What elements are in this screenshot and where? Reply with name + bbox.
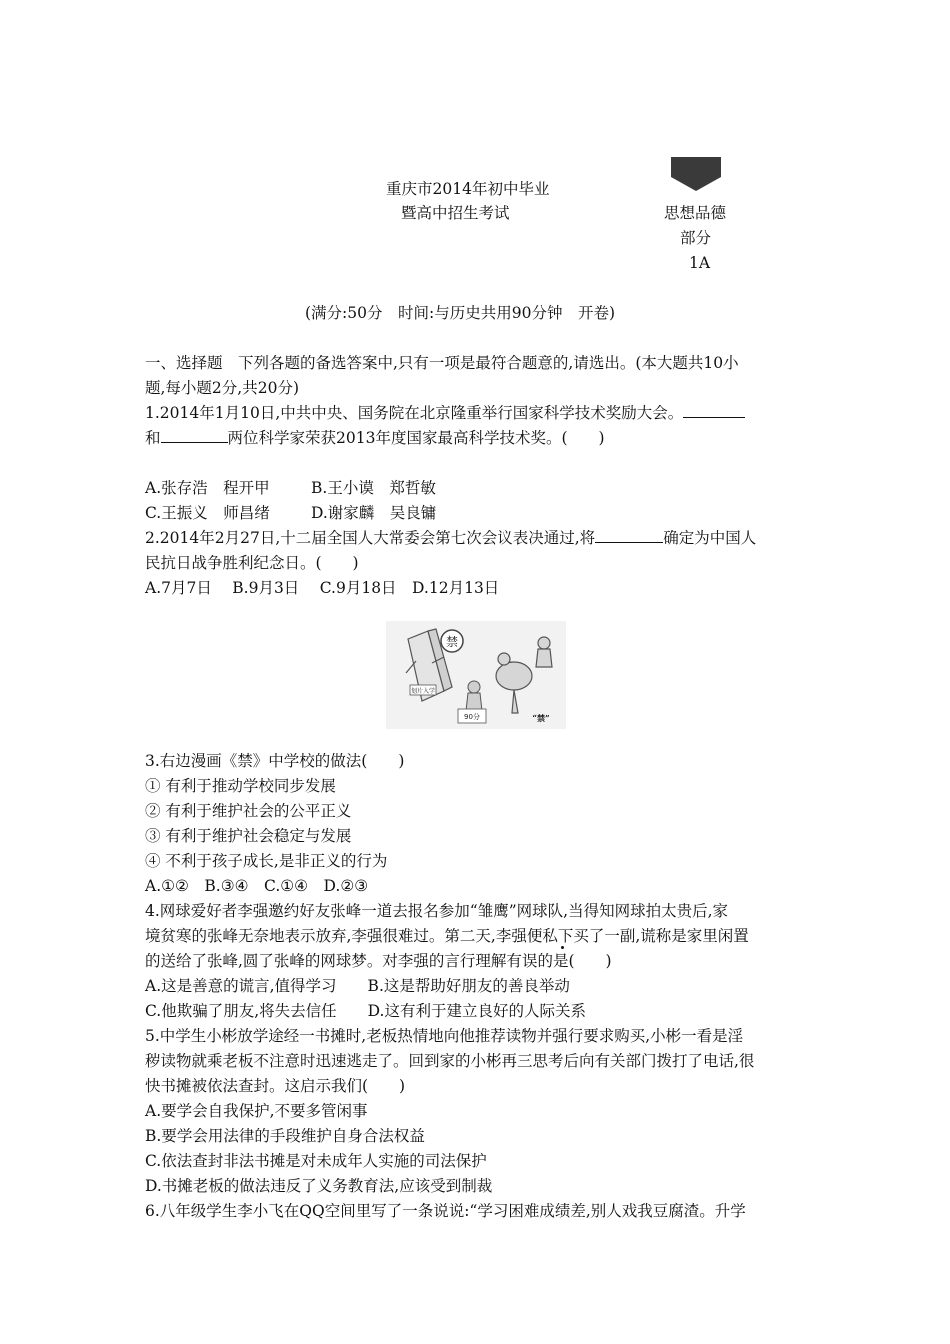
answer-blank [161, 427, 228, 443]
answer-blank [595, 527, 663, 543]
cartoon-caption: “禁” [532, 713, 550, 723]
question-6-line1: 6.八年级学生李小飞在QQ空间里写了一条说说:“学习困难成绩差,别人戏我豆腐渣。升学 [145, 1202, 746, 1220]
question-1-option-a: A.张存浩 程开甲 [145, 479, 270, 497]
subject-code: 1A [689, 254, 711, 272]
question-4-text: 的送给了张峰,圆了张峰的网球梦。对李强的言行理解有 [145, 952, 522, 970]
question-4-options-ab: A.这是善意的谎言,值得学习 B.这是帮助好朋友的善良举动 [145, 977, 570, 995]
question-3-item-2: ② 有利于维护社会的公平正义 [145, 802, 352, 820]
question-3-options: A.①② B.③④ C.①④ D.②③ [145, 877, 369, 895]
section-instructions-line1: 一、选择题 下列各题的备选答案中,只有一项是最符合题意的,请选出。(本大题共10小 [145, 354, 739, 372]
question-2-line2: 民抗日战争胜利纪念日。( ) [145, 554, 359, 572]
answer-blank [683, 402, 745, 418]
emphasis-dot [561, 946, 564, 949]
exam-title-line2: 暨高中招生考试 [401, 204, 510, 222]
question-4-text-rest: 的是( ) [537, 952, 612, 970]
question-5-line2: 秽读物就乘老板不注意时迅速逃走了。回到家的小彬再三思考后向有关部门拨打了电话,很 [145, 1052, 755, 1070]
question-4-line3 [145, 949, 612, 974]
question-5-line1: 5.中学生小彬放学途经一书摊时,老板热情地向他推荐读物并强行要求购买,小彬一看是淫 [145, 1027, 744, 1045]
question-3-stem: 3.右边漫画《禁》中学校的做法( ) [145, 752, 405, 770]
question-1-line1 [145, 401, 745, 426]
question-3-item-1: ① 有利于推动学校同步发展 [145, 777, 336, 795]
book-label: 划片入学 [410, 688, 436, 695]
question-1-option-b: B.王小谟 郑哲敏 [311, 479, 436, 497]
subject-name: 思想品德 [664, 204, 727, 222]
question-2-text-rest: 确定为中国人 [663, 529, 757, 547]
section-instructions-line2: 题,每小题2分,共20分) [145, 379, 299, 397]
question-2-text: 2.2014年2月27日,十二届全国人大常委会第七次会议表决通过,将 [145, 529, 596, 547]
question-1-option-d: D.谢家麟 吴良镛 [311, 504, 437, 522]
exam-title-line1: 重庆市2014年初中毕业 [386, 180, 550, 198]
subject-part: 部分 [680, 229, 712, 247]
question-5-option-a: A.要学会自我保护,不要多管闲事 [145, 1102, 368, 1120]
question-3-item-4: ④ 不利于孩子成长,是非正义的行为 [145, 852, 388, 870]
question-1-text-and: 和 [145, 429, 161, 447]
question-1-line2 [145, 426, 605, 451]
question-2-line1 [145, 526, 756, 551]
question-5-option-c: C.依法查封非法书摊是对未成年人实施的司法保护 [145, 1152, 487, 1170]
question-5-option-d: D.书摊老板的做法违反了义务教育法,应该受到制裁 [145, 1177, 493, 1195]
question-5-line3: 快书摊被依法查封。这启示我们( ) [145, 1077, 406, 1095]
question-5-option-b: B.要学会用法律的手段维护自身合法权益 [145, 1127, 425, 1145]
cartoon-image [386, 621, 566, 729]
emphasis-char: 误 [521, 952, 538, 970]
question-4-line1: 4.网球爱好者李强邀约好友张峰一道去报名参加“雏鹰”网球队,当得知网球拍太贵后,家 [145, 902, 728, 920]
question-2-options: A.7月7日 B.9月3日 C.9月18日 D.12月13日 [145, 579, 500, 597]
exam-info: (满分:50分 时间:与历史共用90分钟 开卷) [305, 304, 615, 322]
question-4-options-cd: C.他欺骗了朋友,将失去信任 D.这有利于建立良好的人际关系 [145, 1002, 586, 1020]
question-4-line2: 境贫寒的张峰无奈地表示放弃,李强很难过。第二天,李强便私下买了一副,谎称是家里闲置 [145, 927, 749, 945]
sign-label: 禁 [445, 635, 459, 649]
question-1-text-rest: 两位科学家荣获2013年度国家最高科学技术奖。( ) [227, 429, 605, 447]
question-3-item-3: ③ 有利于维护社会稳定与发展 [145, 827, 352, 845]
score-label: 90分 [464, 713, 480, 721]
chevron-down-icon [671, 157, 721, 191]
question-1-text: 1.2014年1月10日,中共中央、国务院在北京隆重举行国家科学技术奖励大会。 [145, 404, 684, 422]
question-1-option-c: C.王振义 师昌绪 [145, 504, 270, 522]
